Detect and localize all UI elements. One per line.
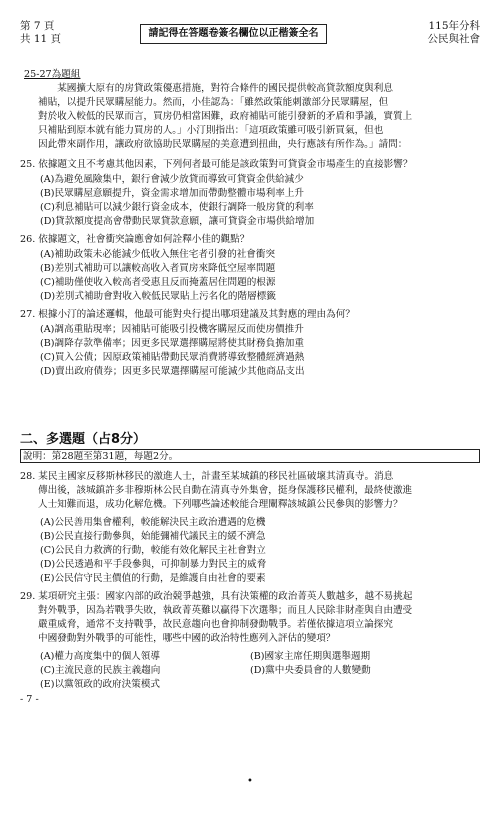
passage-line: 因此帶來副作用，讓政府欲協助民眾購屋的美意遭到扭曲，央行應該有所作為。」請問： — [38, 139, 408, 150]
question-29-option-a: (A)權力高度集中的個人領導 — [40, 651, 160, 662]
signature-notice: 請記得在答題卷簽名欄位以正楷簽全名 — [140, 24, 327, 44]
question-26-option-a: (A)補助政策未必能減少低收入無住宅者引發的社會衝突 — [40, 249, 276, 260]
question-28-option-e: (E)公民信守民主價值的行動，是維護自由社會的要素 — [40, 573, 266, 584]
question-27-option-c: (C)買入公債；因原政策補貼帶動民眾消費將導致整體經濟過熱 — [40, 352, 305, 363]
footer-dot: • — [247, 776, 253, 787]
question-25-stem: 25. 依據題文且不考慮其他因素，下列何者最可能是該政策對可貸資金市場產生的直接影響？ — [20, 159, 413, 170]
question-26-stem: 26. 依據題文，社會衝突論應會如何詮釋小佳的觀點？ — [20, 234, 250, 245]
question-25-option-c: (C)利息補貼可以減少銀行資金成本，使銀行調降一般房貸的利率 — [40, 202, 314, 213]
question-25-option-d: (D)貸款額度提高會帶動民眾貸款意願，讓可貸資金市場供給增加 — [40, 216, 315, 227]
question-28-option-d: (D)公民透過和平手段參與，可抑制暴力對民主的威脅 — [40, 559, 267, 570]
question-29-option-b: (B)國家主席任期與選舉週期 — [250, 651, 371, 662]
passage-line: 某國擴大原有的房貸政策優惠措施，對符合條件的國民提供較高貸款額度與利息 — [57, 83, 393, 94]
question-28-stem-line: 人士知難而退，成功化解危機。下列哪些論述較能合理闡釋該城鎮公民參與的影響力？ — [38, 499, 403, 510]
exam-year: 115年分科 — [428, 20, 480, 32]
question-28-stem-line: 28. 某民主國家反移斯林移民的激進人士，計畫至某城鎮的移民社區破壞其清真寺。消息 — [20, 471, 394, 482]
question-27-stem: 27. 根據小汀的論述邏輯，他最可能對央行提出哪項建議及其對應的理由為何？ — [20, 309, 355, 320]
question-29-option-e: (E)以黨領政的政府決策模式 — [40, 679, 161, 690]
question-29-stem-line: 29. 某項研究主張：國家內部的政治競爭越強，具有決策權的政治菁英人數越多，越不易挑起 — [20, 591, 413, 602]
passage-line: 對於收入較低的民眾而言，買房仍相當困難，政府補貼可能引發新的矛盾和爭議，實質上 — [38, 111, 413, 122]
section-note: 說明：第28題至第31題，每題2分。 — [20, 449, 480, 463]
subject-name: 公民與社會 — [427, 33, 480, 45]
question-26-option-b: (B)差別式補助可以讓較高收入者買房來降低空屋率問題 — [40, 263, 276, 274]
total-pages: 共 11 頁 — [20, 33, 62, 45]
question-26-option-d: (D)差別式補助會對收入較低民眾貼上污名化的階層標籤 — [40, 291, 276, 302]
question-29-option-d: (D)黨中央委員會的人數變動 — [250, 665, 371, 676]
question-28-option-c: (C)公民自力救濟的行動，較能有效化解民主社會對立 — [40, 545, 266, 556]
passage-line: 補貼，以提升民眾購屋能力。然而，小佳認為：「雖然政策能刺激部分民眾購屋，但 — [38, 97, 389, 108]
question-28-option-b: (B)公民直接行動參與，始能彌補代議民主的緩不濟急 — [40, 531, 266, 542]
section-title: 二、多選題（占8分） — [20, 432, 147, 447]
question-28-stem — [20, 470, 490, 512]
group-label: 25-27為題組 — [24, 69, 81, 80]
question-27-option-d: (D)賣出政府債券；因更多民眾選擇購屋可能減少其他商品支出 — [40, 366, 305, 377]
question-28-option-a: (A)公民善用集會權利，較能解決民主政治遭遇的危機 — [40, 517, 266, 528]
question-29-stem-line: 對外戰爭，因為若戰爭失敗，執政菁英難以贏得下次選舉；而且人民除非財產與自由遭受 — [38, 605, 413, 616]
question-27-option-b: (B)調降存款準備率；因更多民眾選擇購屋將使其財務負擔加重 — [40, 338, 304, 349]
question-27-option-a: (A)調高重貼現率；因補貼可能吸引投機客購屋反而使房價推升 — [40, 324, 304, 335]
footer-page-mark: - 7 - — [20, 694, 39, 705]
passage — [38, 82, 484, 152]
question-25-option-b: (B)民眾購屋意願提升，資金需求增加而帶動整體市場利率上升 — [40, 188, 304, 199]
question-25-option-a: (A)為避免風險集中，銀行會減少放貸而導致可貸資金供給減少 — [40, 174, 304, 185]
question-29-stem — [20, 590, 490, 646]
page-number: 第 7 頁 — [20, 20, 55, 32]
question-29-stem-line: 中國發動對外戰爭的可能性，哪些中國的政治特性應列入評估的變項？ — [38, 633, 336, 644]
question-28-stem-line: 傳出後，該城鎮許多非穆斯林公民自動在清真寺外集會，挺身保護移民權利，最終使激進 — [38, 485, 413, 496]
question-29-option-c: (C)主流民意的民族主義趨向 — [40, 665, 161, 676]
question-29-stem-line: 嚴重威脅，通常不支持戰爭，故民意趨向也會抑制發動戰爭。若僅依據這項立論探究 — [38, 619, 393, 630]
passage-line: 只補貼到原本就有能力買房的人。」小汀則指出：「這項政策雖可吸引新買氣，但也 — [38, 125, 384, 136]
question-26-option-c: (C)補助僅使收入較高者受惠且反而掩蓋居住問題的根源 — [40, 277, 276, 288]
